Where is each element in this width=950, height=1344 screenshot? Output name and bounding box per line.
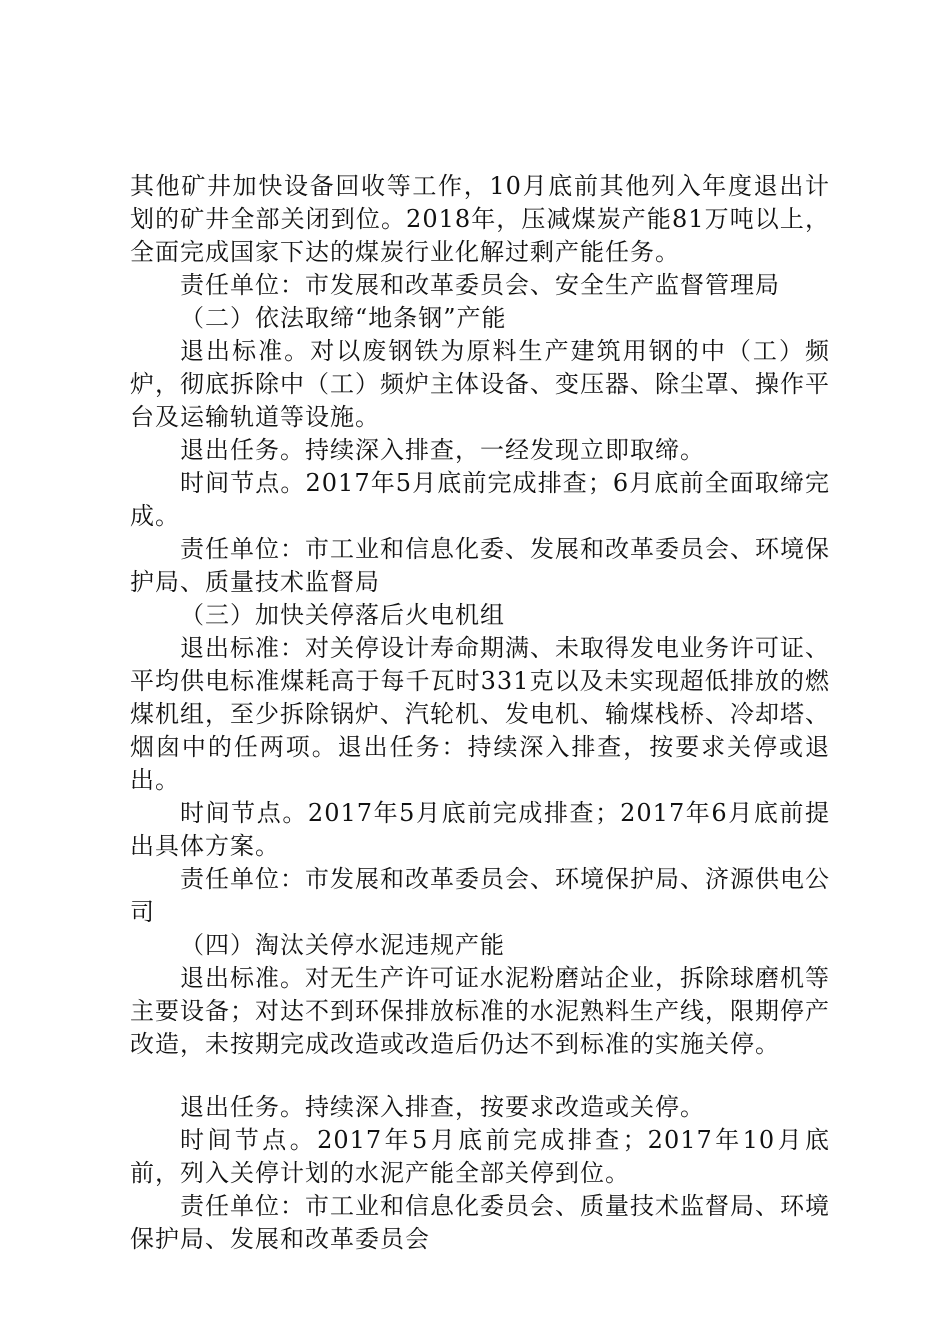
paragraph-timeline-power: 时间节点。2017年5月底前完成排查；2017年6月底前提出具体方案。 xyxy=(130,799,830,860)
paragraph-exit-task-steel: 退出任务。持续深入排查，一经发现立即取缔。 xyxy=(180,436,705,464)
paragraph-exit-standard-power: 退出标准：对关停设计寿命期满、未取得发电业务许可证、平均供电标准煤耗高于每千瓦时331克以及未实现超低排放的燃煤机组，至少拆除锅炉、汽轮机、发电机、输煤栈桥、冷却塔、烟囱中的任两项。退出任务：持续深入排查，按要求关停或退出。 xyxy=(130,634,830,794)
paragraph-exit-task-cement: 退出任务。持续深入排查，按要求改造或关停。 xyxy=(180,1093,705,1121)
paragraph-responsibility-power: 责任单位：市发展和改革委员会、环境保护局、济源供电公司 xyxy=(130,865,830,926)
paragraph-responsibility-steel: 责任单位：市工业和信息化委、发展和改革委员会、环境保护局、质量技术监督局 xyxy=(130,535,830,596)
paragraph-timeline-cement: 时间节点。2017年5月底前完成排查；2017年10月底前，列入关停计划的水泥产能全部关停到位。 xyxy=(130,1126,830,1187)
paragraph-exit-standard-cement: 退出标准。对无生产许可证水泥粉磨站企业，拆除球磨机等主要设备；对达不到环保排放标准的水泥熟料生产线，限期停产改造，未按期完成改造或改造后仍达不到标准的实施关停。 xyxy=(130,964,830,1058)
paragraph-timeline-steel: 时间节点。2017年5月底前完成排查；6月底前全面取缔完成。 xyxy=(130,469,830,530)
paragraph-coal-completion: 其他矿井加快设备回收等工作，10月底前其他列入年度退出计划的矿井全部关闭到位。2018年，压减煤炭产能81万吨以上，全面完成国家下达的煤炭行业化解过剩产能任务。 xyxy=(130,172,830,266)
section-heading-2: （二）依法取缔“地条钢”产能 xyxy=(180,304,507,332)
paragraph-responsibility-coal: 责任单位：市发展和改革委员会、安全生产监督管理局 xyxy=(180,271,780,299)
paragraph-exit-standard-steel: 退出标准。对以废钢铁为原料生产建筑用钢的中（工）频炉，彻底拆除中（工）频炉主体设备、变压器、除尘罩、操作平台及运输轨道等设施。 xyxy=(130,337,830,431)
section-heading-4: （四）淘汰关停水泥违规产能 xyxy=(180,931,505,959)
paragraph-spacer xyxy=(130,1061,830,1091)
section-heading-3: （三）加快关停落后火电机组 xyxy=(180,601,505,629)
document-body xyxy=(130,170,830,1256)
paragraph-responsibility-cement: 责任单位：市工业和信息化委员会、质量技术监督局、环境保护局、发展和改革委员会 xyxy=(130,1192,830,1253)
